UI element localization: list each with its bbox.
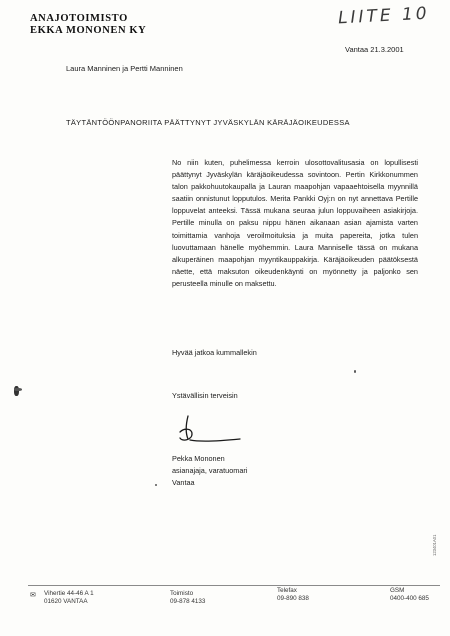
closing-line: Hyvää jatkoa kummallekin — [172, 348, 257, 357]
footer-address — [44, 590, 94, 606]
ink-speck — [155, 484, 157, 486]
signer-city: Vantaa — [172, 478, 195, 488]
letterhead — [30, 13, 146, 37]
handwritten-annotation: LIITE 10 — [337, 3, 431, 29]
letterhead-line-2: EKKA MONONEN KY — [30, 25, 147, 36]
recipient: Laura Manninen ja Pertti Manninen — [66, 64, 183, 73]
footer-gsm-number: 0400-400 685 — [390, 595, 429, 603]
letterhead-line-1: ANAJOTOIMISTO — [30, 13, 128, 24]
footer-office — [170, 590, 205, 606]
footer-office-phone: 09-878 4133 — [170, 598, 206, 606]
ink-blot-tail — [14, 388, 22, 391]
subject-line: TÄYTÄNTÖÖNPANORIITA PÄÄTTYNYT JYVÄSKYLÄN KÄRÄJÄOIKEUDESSA — [66, 118, 350, 127]
footer-gsm — [390, 587, 429, 603]
signer-block — [172, 453, 247, 489]
signer-title: asianajaja, varatuomari — [172, 466, 248, 476]
footer-fax-number: 09-890 838 — [277, 595, 309, 603]
signer-name: Pekka Mononen — [172, 454, 225, 463]
footer-divider — [28, 585, 440, 586]
footer-address-line-1: Vihertie 44-46 A 1 — [44, 590, 94, 597]
greeting-line: Ystävällisin terveisin — [172, 391, 238, 400]
envelope-icon: ✉ — [30, 592, 36, 599]
footer-address-line-2: 01620 VANTAA — [44, 598, 88, 606]
footer-fax-label: Telefax — [277, 587, 297, 594]
body-paragraph: No niin kuten, puhelimessa kerroin ulosottovalitusasia on lopullisesti päättynyt Jyväskylän käräjäoikeudessa sovintoon. Pertin Kirkkonummen talon pakkohuutokaupalla ja Lauran maapohjan vapaaehtoisella myynnillä saatiin onnistunut lopputulos. Merita Pankki Oyj:n on nyt annettava Pertille loppuvelat anteeksi. Tässä mukana seuraa julun loppuvaiheen asiakirjoja. Pertille minulla on paksu nippu hänen aikanaan asian ajamista varten toimittamia vanhoja veroilmoituksia ja muita papereita, jotka tulen luovuttamaan hänelle myöhemmin. Laura Manniselle tässä on mukana alkuperäinen maapohjan myyntikauppakirja. Käräjäoikeuden päätöksestä näette, että maksuton oikeudenkäynti on myönnetty ja paljonko sen perusteella minulle on maksettu. — [172, 158, 418, 288]
footer-fax — [277, 587, 309, 603]
letter-date: Vantaa 21.3.2001 — [345, 45, 404, 54]
footer-gsm-label: GSM — [390, 587, 405, 594]
footer-office-label: Toimisto — [170, 590, 194, 597]
ink-speck — [354, 370, 356, 373]
letter-body — [172, 157, 418, 290]
signature-mark — [176, 412, 246, 448]
side-print-code: 123401A01 — [432, 534, 437, 556]
